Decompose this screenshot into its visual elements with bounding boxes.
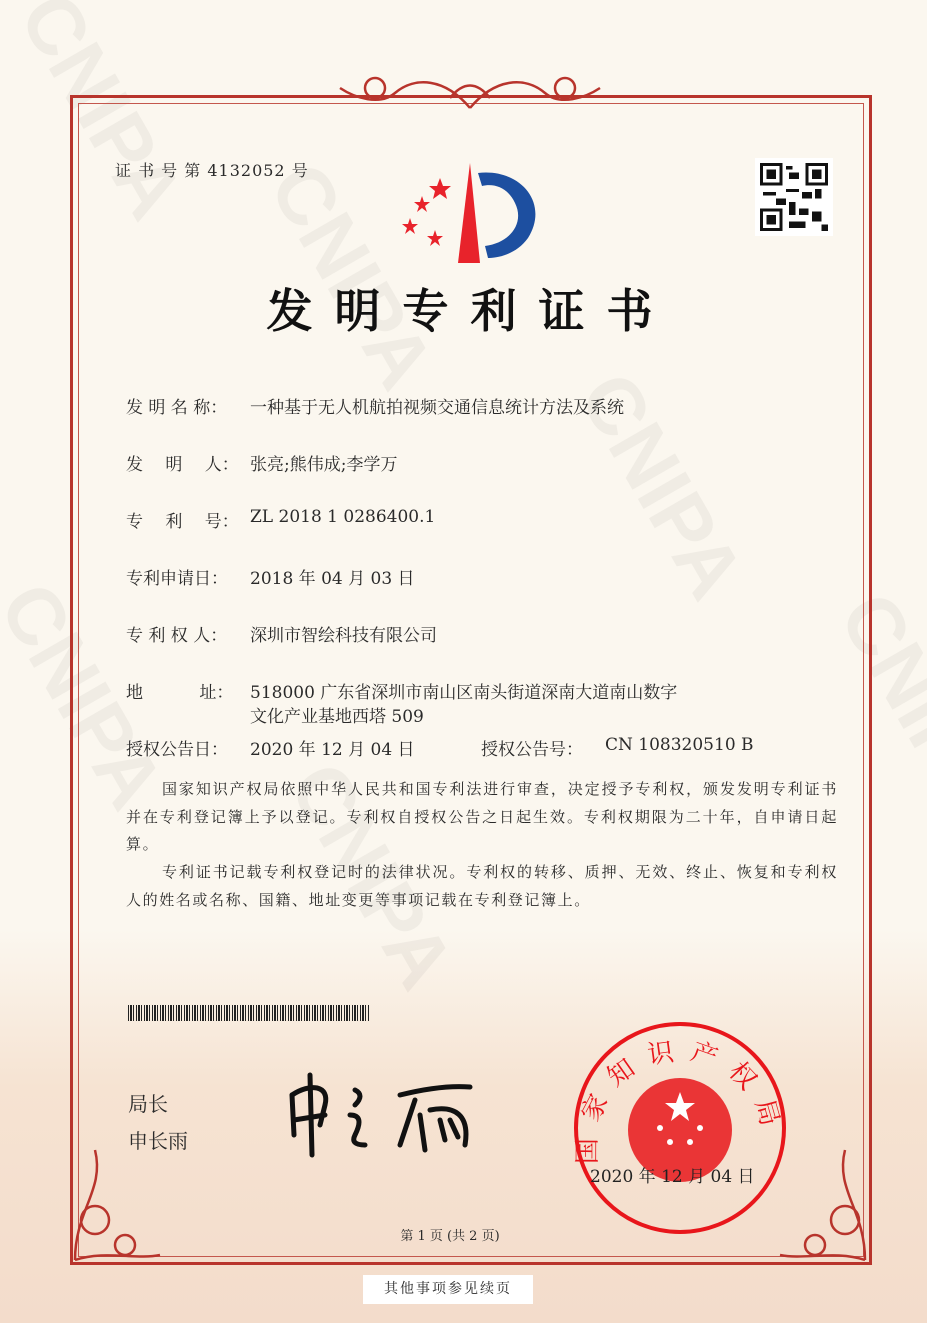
patentee-value: 深圳市智绘科技有限公司 xyxy=(250,626,437,646)
patent-number-value: ZL 2018 1 0286400.1 xyxy=(250,507,436,527)
seal-date: 2020 年 12 月 04 日 xyxy=(590,1167,755,1187)
invention-name-value: 一种基于无人机航拍视频交通信息统计方法及系统 xyxy=(250,398,624,418)
address-line1: 518000 广东省深圳市南山区南头街道深南大道南山数字 xyxy=(250,683,678,703)
inventors-label: 发 明 人： xyxy=(126,455,239,475)
statement-paragraph: 专利证书记载专利权登记时的法律状况。专利权的转移、质押、无效、终止、恢复和专利权人的姓名或名称、国籍、地址变更等事项记载在专利登记簿上。 xyxy=(126,863,838,909)
continuation-note: 其他事项参见续页 xyxy=(363,1275,533,1304)
filing-date-label: 专利申请日： xyxy=(126,569,228,589)
page-number: 第 1 页 (共 2 页) xyxy=(400,1229,500,1244)
patentee-label: 专 利 权 人： xyxy=(126,626,228,646)
director-title: 局长 xyxy=(128,1092,168,1116)
address-label: 地 址： xyxy=(126,683,234,703)
grant-date-value: 2020 年 12 月 04 日 xyxy=(250,740,415,760)
cnipa-logo xyxy=(400,158,545,268)
director-name: 申长雨 xyxy=(128,1129,188,1153)
seal-text: 国家知识产权局 xyxy=(572,1035,789,1165)
official-seal xyxy=(570,1020,790,1240)
director-signature xyxy=(280,1065,490,1160)
statement-paragraph: 国家知识产权局依照中华人民共和国专利法进行审查，决定授予专利权，颁发发明专利证书并在专利登记簿上予以登记。专利权自授权公告之日起生效。专利权期限为二十年，自申请日起算。 xyxy=(126,780,838,853)
invention-name-label: 发 明 名 称： xyxy=(126,398,228,418)
grant-pub-no-label: 授权公告号： xyxy=(481,740,583,760)
certificate-number: 证 书 号 第 4132052 号 xyxy=(115,161,309,180)
qr-code xyxy=(755,158,833,236)
grant-pub-no-value: CN 108320510 B xyxy=(605,735,754,755)
grant-date-label: 授权公告日： xyxy=(126,740,228,760)
patent-number-label: 专 利 号： xyxy=(126,512,239,532)
filing-date-value: 2018 年 04 月 03 日 xyxy=(250,569,415,589)
corner-ornament-right xyxy=(775,1130,875,1270)
top-ornament xyxy=(335,68,605,118)
page-title: 发明专利证书 xyxy=(266,284,675,338)
inventors-value: 张亮;熊伟成;李学万 xyxy=(250,455,398,475)
address-line2: 文化产业基地西塔 509 xyxy=(250,707,424,727)
barcode xyxy=(128,1005,370,1021)
